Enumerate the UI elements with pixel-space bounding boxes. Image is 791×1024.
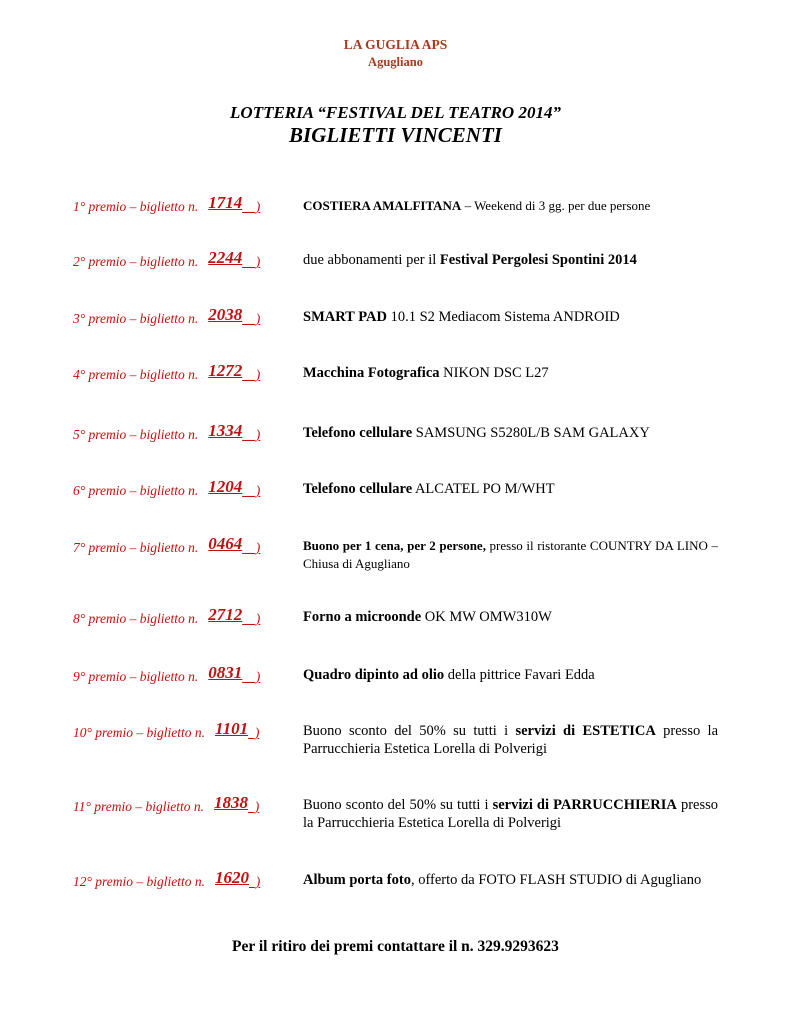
- prize-detail: 10.1 S2 Mediacom Sistema ANDROID: [386, 309, 620, 325]
- ticket-tail: __): [242, 483, 261, 498]
- ticket-tail: __): [242, 254, 261, 269]
- prize-name: Telefono cellulare: [303, 481, 413, 497]
- prize-name: Forno a microonde: [303, 609, 422, 625]
- prize-detail: NIKON DSC L27: [439, 365, 549, 381]
- prize-rank: 5° premio – biglietto n.: [73, 427, 199, 442]
- ticket-number: 1204: [208, 477, 243, 496]
- prize-label: [73, 477, 261, 500]
- ticket-tail: _): [248, 799, 260, 814]
- prize-detail: – Weekend di 3 gg. per due persone: [461, 198, 651, 213]
- prize-label: [73, 868, 261, 891]
- prize-rank: 12° premio – biglietto n.: [73, 874, 206, 889]
- prize-name: Buono per 1 cena, per 2 persone,: [303, 538, 486, 553]
- prize-label: [73, 248, 261, 271]
- prize-detail: due abbonamenti per il: [303, 252, 440, 268]
- prize-name: servizi di PARRUCCHIERIA: [492, 797, 677, 813]
- ticket-number: 1334: [208, 421, 243, 440]
- prize-description: [303, 796, 718, 832]
- prize-detail: Buono sconto del 50% su tutti i: [303, 797, 493, 813]
- prize-description: [303, 480, 718, 498]
- prize-description: [303, 308, 718, 326]
- prize-rank: 6° premio – biglietto n.: [73, 483, 199, 498]
- org-town: Agugliano: [368, 55, 423, 69]
- ticket-tail: _): [249, 874, 261, 889]
- ticket-number: 2038: [208, 305, 243, 324]
- ticket-tail: __): [242, 367, 261, 382]
- ticket-number: 1838: [214, 793, 249, 812]
- ticket-number: 2244: [208, 248, 243, 267]
- ticket-number: 1101: [215, 719, 249, 738]
- lottery-title: LOTTERIA “FESTIVAL DEL TEATRO 2014”: [230, 103, 561, 122]
- prize-name: SMART PAD: [303, 309, 387, 325]
- ticket-number: 0831: [208, 663, 243, 682]
- prize-name: Macchina Fotografica: [303, 365, 440, 381]
- ticket-tail: __): [242, 540, 261, 555]
- prize-description: [303, 424, 718, 442]
- prize-rank: 1° premio – biglietto n.: [73, 199, 199, 214]
- prize-label: [73, 534, 261, 557]
- ticket-number: 1620: [215, 868, 250, 887]
- prize-detail: presso il ristorante COUNTRY DA LINO – Chiusa di Agugliano: [303, 538, 718, 571]
- prize-label: [73, 605, 261, 628]
- prize-description: [303, 197, 718, 215]
- ticket-number: 0464: [208, 534, 243, 553]
- prize-label: [73, 421, 261, 444]
- prize-detail: , offerto da FOTO FLASH STUDIO di Agugliano: [410, 872, 702, 888]
- prize-rank: 9° premio – biglietto n.: [73, 669, 199, 684]
- prize-rank: 2° premio – biglietto n.: [73, 254, 199, 269]
- ticket-tail: _): [248, 725, 260, 740]
- ticket-tail: __): [242, 199, 261, 214]
- prize-label: [73, 719, 260, 742]
- ticket-tail: __): [242, 669, 261, 684]
- prize-label: [73, 193, 261, 216]
- winning-tickets-title: BIGLIETTI VINCENTI: [289, 123, 502, 147]
- prize-name: Telefono cellulare: [303, 425, 413, 441]
- prize-label: [73, 793, 260, 816]
- ticket-tail: __): [242, 427, 261, 442]
- prize-description: [303, 251, 718, 269]
- prize-detail: della pittrice Favari Edda: [444, 667, 595, 683]
- prize-name: Quadro dipinto ad olio: [303, 667, 445, 683]
- prize-description: [303, 537, 718, 573]
- prize-detail: presso la Parrucchieria Estetica Lorella di Polverigi: [303, 723, 719, 757]
- prize-description: [303, 666, 718, 684]
- ticket-tail: __): [242, 311, 261, 326]
- prize-detail: Buono sconto del 50% su tutti i: [303, 723, 516, 739]
- prize-detail: OK MW OMW310W: [421, 609, 552, 625]
- prize-description: [303, 722, 718, 758]
- prize-detail: ALCATEL PO M/WHT: [412, 481, 555, 497]
- prize-rank: 10° premio – biglietto n.: [73, 725, 206, 740]
- prize-label: [73, 361, 261, 384]
- prize-description: [303, 364, 718, 382]
- prize-detail: SAMSUNG S5280L/B SAM GALAXY: [412, 425, 650, 441]
- prize-rank: 11° premio – biglietto n.: [73, 799, 205, 814]
- prize-rank: 7° premio – biglietto n.: [73, 540, 199, 555]
- prize-label: [73, 305, 261, 328]
- contact-note: Per il ritiro dei premi contattare il n. 329.9293623: [232, 938, 559, 955]
- prize-name: COSTIERA AMALFITANA: [303, 198, 462, 213]
- prize-detail: presso la Parrucchieria Estetica Lorella di Polverigi: [303, 797, 718, 831]
- prize-name: Album porta foto: [303, 872, 411, 888]
- ticket-number: 2712: [208, 605, 243, 624]
- prize-description: [303, 608, 718, 626]
- prize-rank: 8° premio – biglietto n.: [73, 611, 199, 626]
- prize-description: [303, 871, 718, 889]
- prize-label: [73, 663, 261, 686]
- prize-rank: 3° premio – biglietto n.: [73, 311, 199, 326]
- org-name: LA GUGLIA APS: [343, 37, 448, 52]
- ticket-number: 1714: [208, 193, 243, 212]
- ticket-number: 1272: [208, 361, 243, 380]
- prize-name: Festival Pergolesi Spontini 2014: [439, 252, 637, 268]
- prize-rank: 4° premio – biglietto n.: [73, 367, 199, 382]
- ticket-tail: __): [242, 611, 261, 626]
- prize-name: servizi di ESTETICA: [515, 723, 656, 739]
